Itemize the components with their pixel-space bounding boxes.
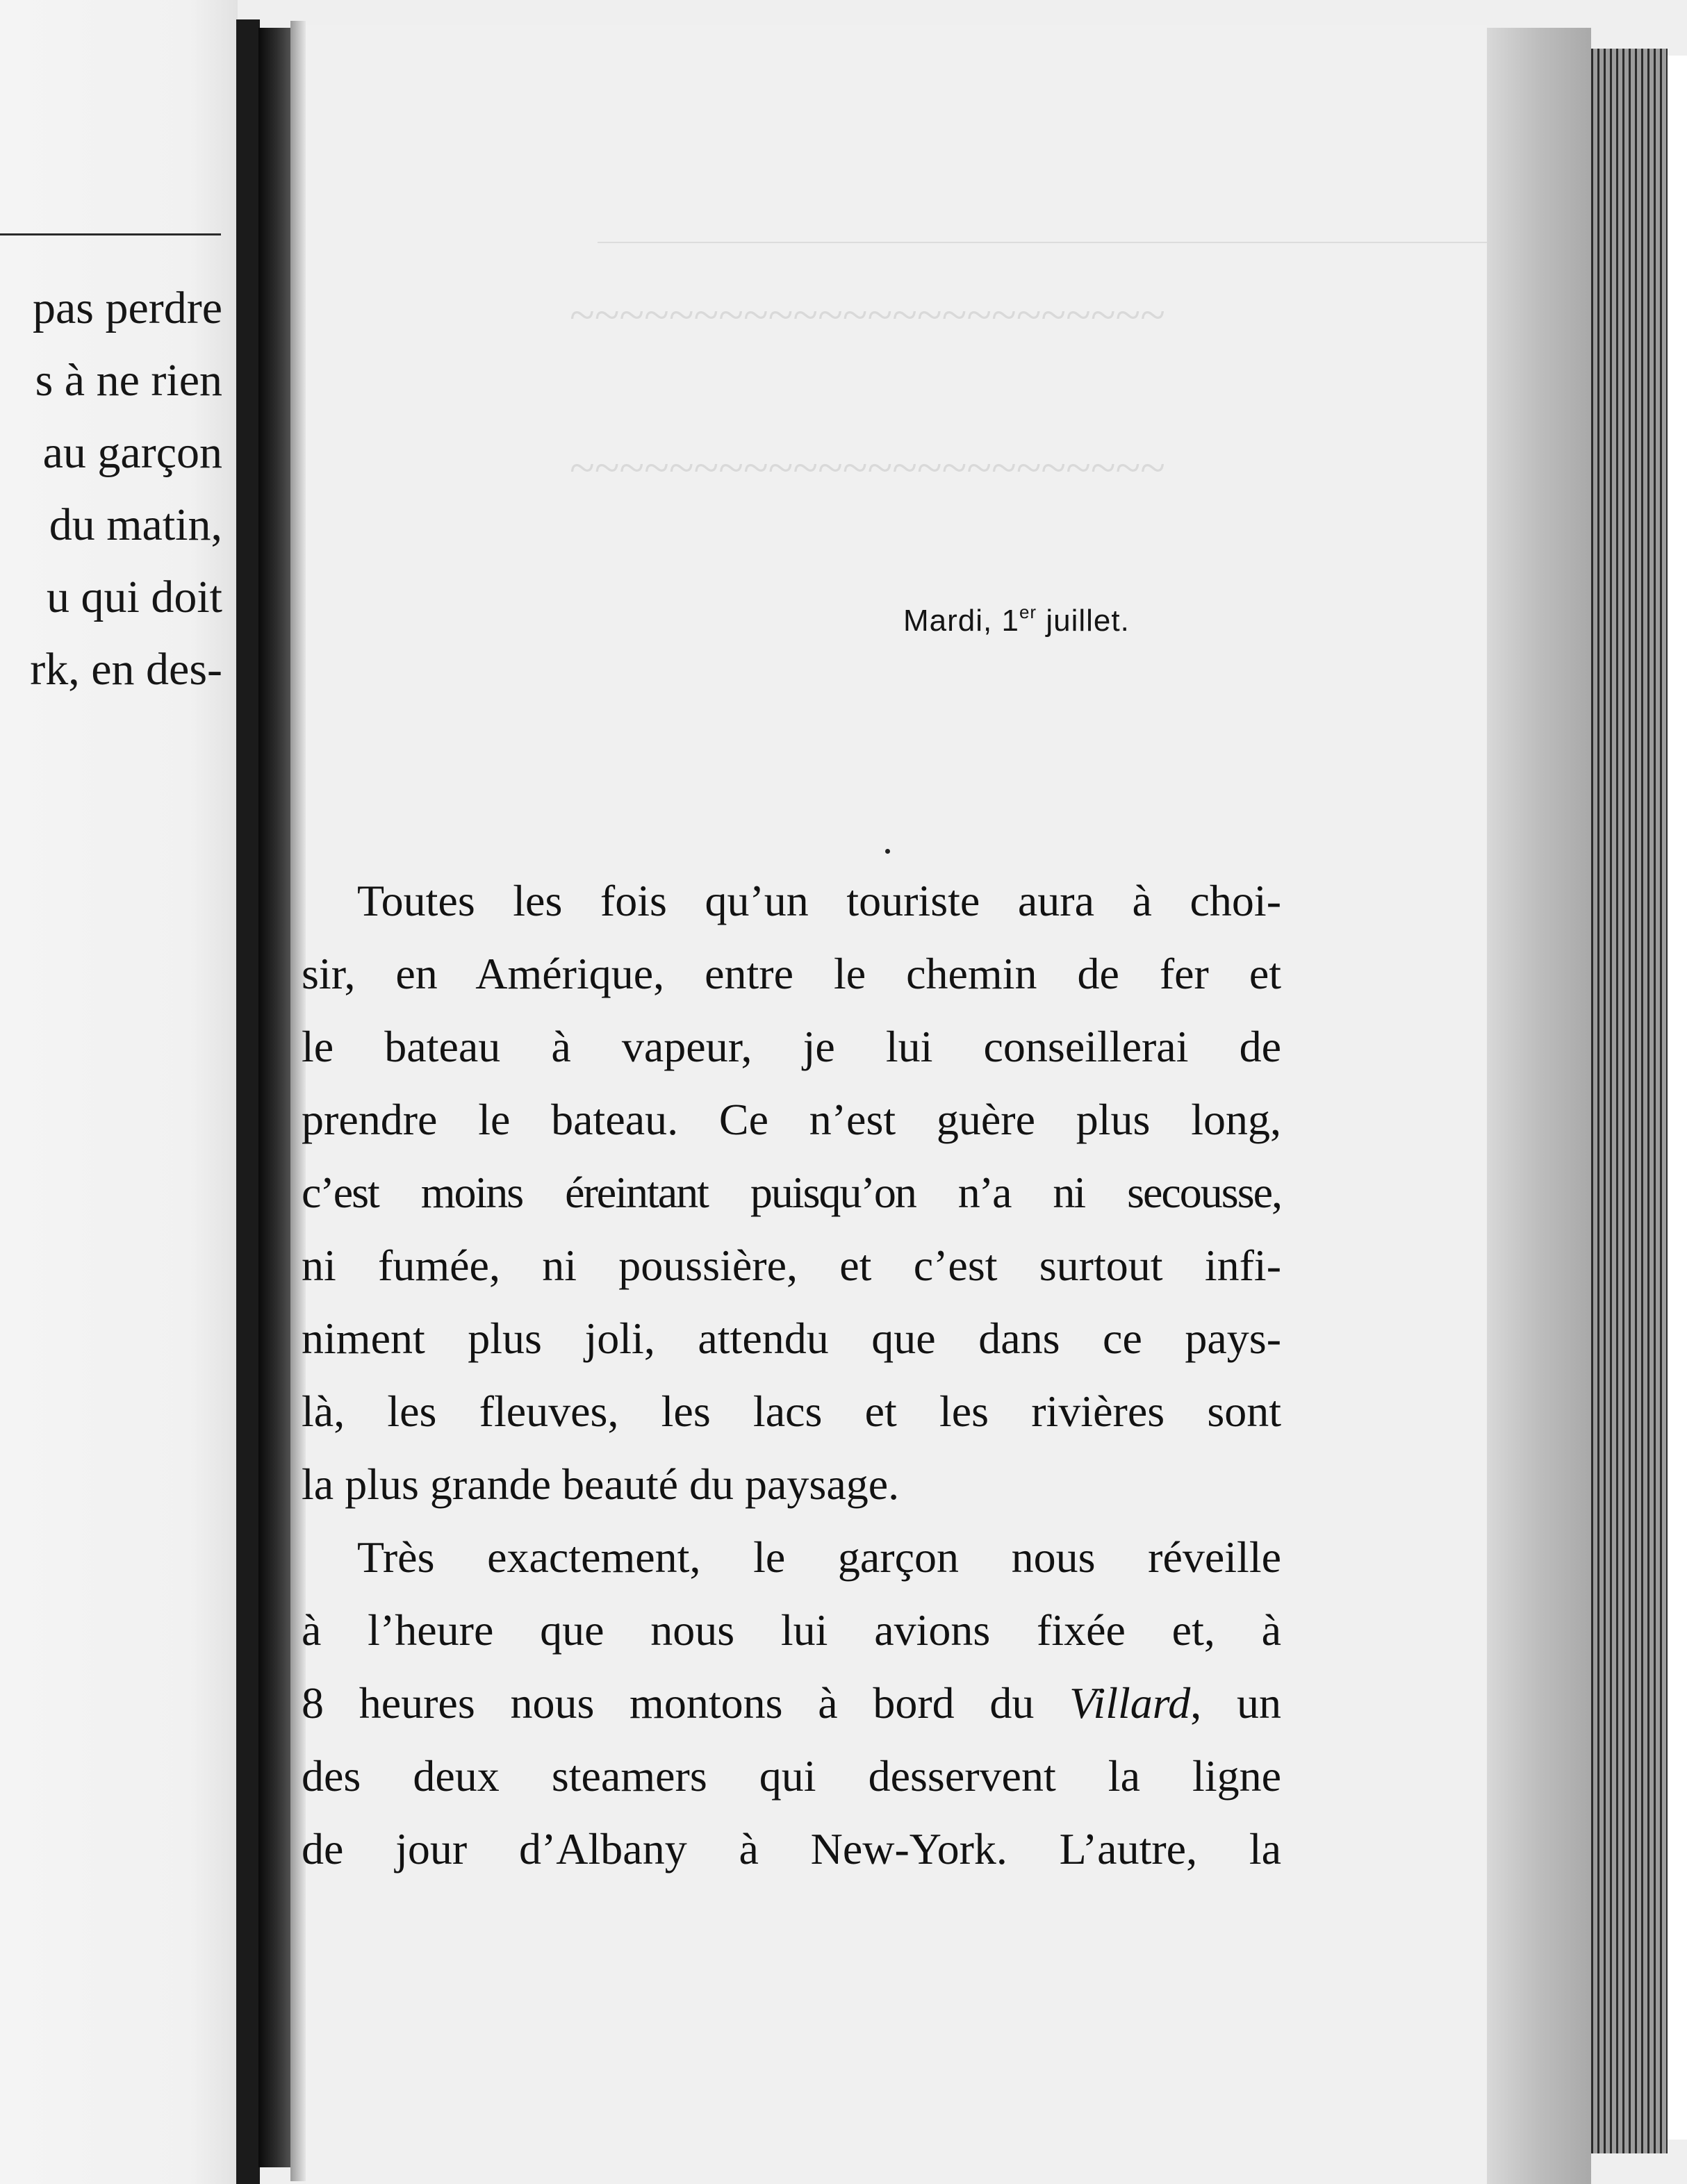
book-gutter-shadow	[236, 19, 260, 2184]
text-line: niment plus joli, attendu que dans ce pays-	[302, 1314, 1281, 1363]
text-fragment: , un	[1190, 1678, 1282, 1728]
left-page-rule	[0, 233, 221, 235]
page-edges-stack	[1591, 49, 1668, 2153]
book-binding	[258, 28, 292, 2167]
left-page-line: rk, en des-	[30, 644, 222, 695]
left-facing-page	[0, 0, 238, 2184]
dateline-month: juillet.	[1046, 604, 1130, 638]
left-page-line: du matin,	[49, 499, 222, 550]
dateline-date-suffix: er	[1019, 602, 1037, 622]
text-line: à l’heure que nous lui avions fixée et, à	[302, 1605, 1281, 1655]
left-page-line: s à ne rien	[35, 355, 222, 406]
dateline	[903, 602, 1130, 638]
text-line: ni fumée, ni poussière, et c’est surtout infi-	[302, 1241, 1281, 1290]
text-line	[302, 1666, 1281, 1739]
body-text	[302, 864, 1281, 1885]
page-edge-shadow	[1487, 28, 1591, 2184]
scan-border	[1668, 56, 1687, 2140]
ink-speck	[885, 849, 890, 854]
text-line: le bateau à vapeur, je lui conseillerai de	[302, 1022, 1281, 1071]
text-line: Très exactement, le garçon nous réveille	[357, 1532, 1281, 1582]
text-line: c’est moins éreintant puisqu’on n’a ni secousse,	[302, 1168, 1281, 1217]
text-line: sir, en Amérique, entre le chemin de fer et	[302, 949, 1281, 998]
text-fragment: 8 heures nous montons à bord du	[302, 1678, 1070, 1728]
bleed-through-ghost: ~~~~~~~~~~~~~~~~~~~~~~~~	[570, 290, 1165, 340]
left-page-text	[0, 272, 222, 706]
text-line: Toutes les fois qu’un touriste aura à choi-	[357, 876, 1281, 925]
text-line: des deux steamers qui desservent la ligne	[302, 1751, 1281, 1801]
left-page-line: au garçon	[42, 427, 222, 478]
text-line: la plus grande beauté du paysage.	[302, 1459, 900, 1509]
text-line: là, les fleuves, les lacs et les rivières sont	[302, 1387, 1281, 1436]
left-page-line: u qui doit	[46, 572, 222, 622]
ship-name: Villard	[1069, 1678, 1191, 1728]
text-line: prendre le bateau. Ce n’est guère plus long,	[302, 1095, 1281, 1144]
bleed-through-rule	[598, 242, 1598, 243]
text-line: de jour d’Albany à New-York. L’autre, la	[302, 1824, 1281, 1873]
dateline-day: Mardi,	[903, 604, 993, 638]
left-page-line: pas perdre	[32, 283, 222, 333]
dateline-date-number: 1	[1001, 604, 1019, 638]
bleed-through-ghost: ~~~~~~~~~~~~~~~~~~~~~~~~	[570, 442, 1165, 493]
